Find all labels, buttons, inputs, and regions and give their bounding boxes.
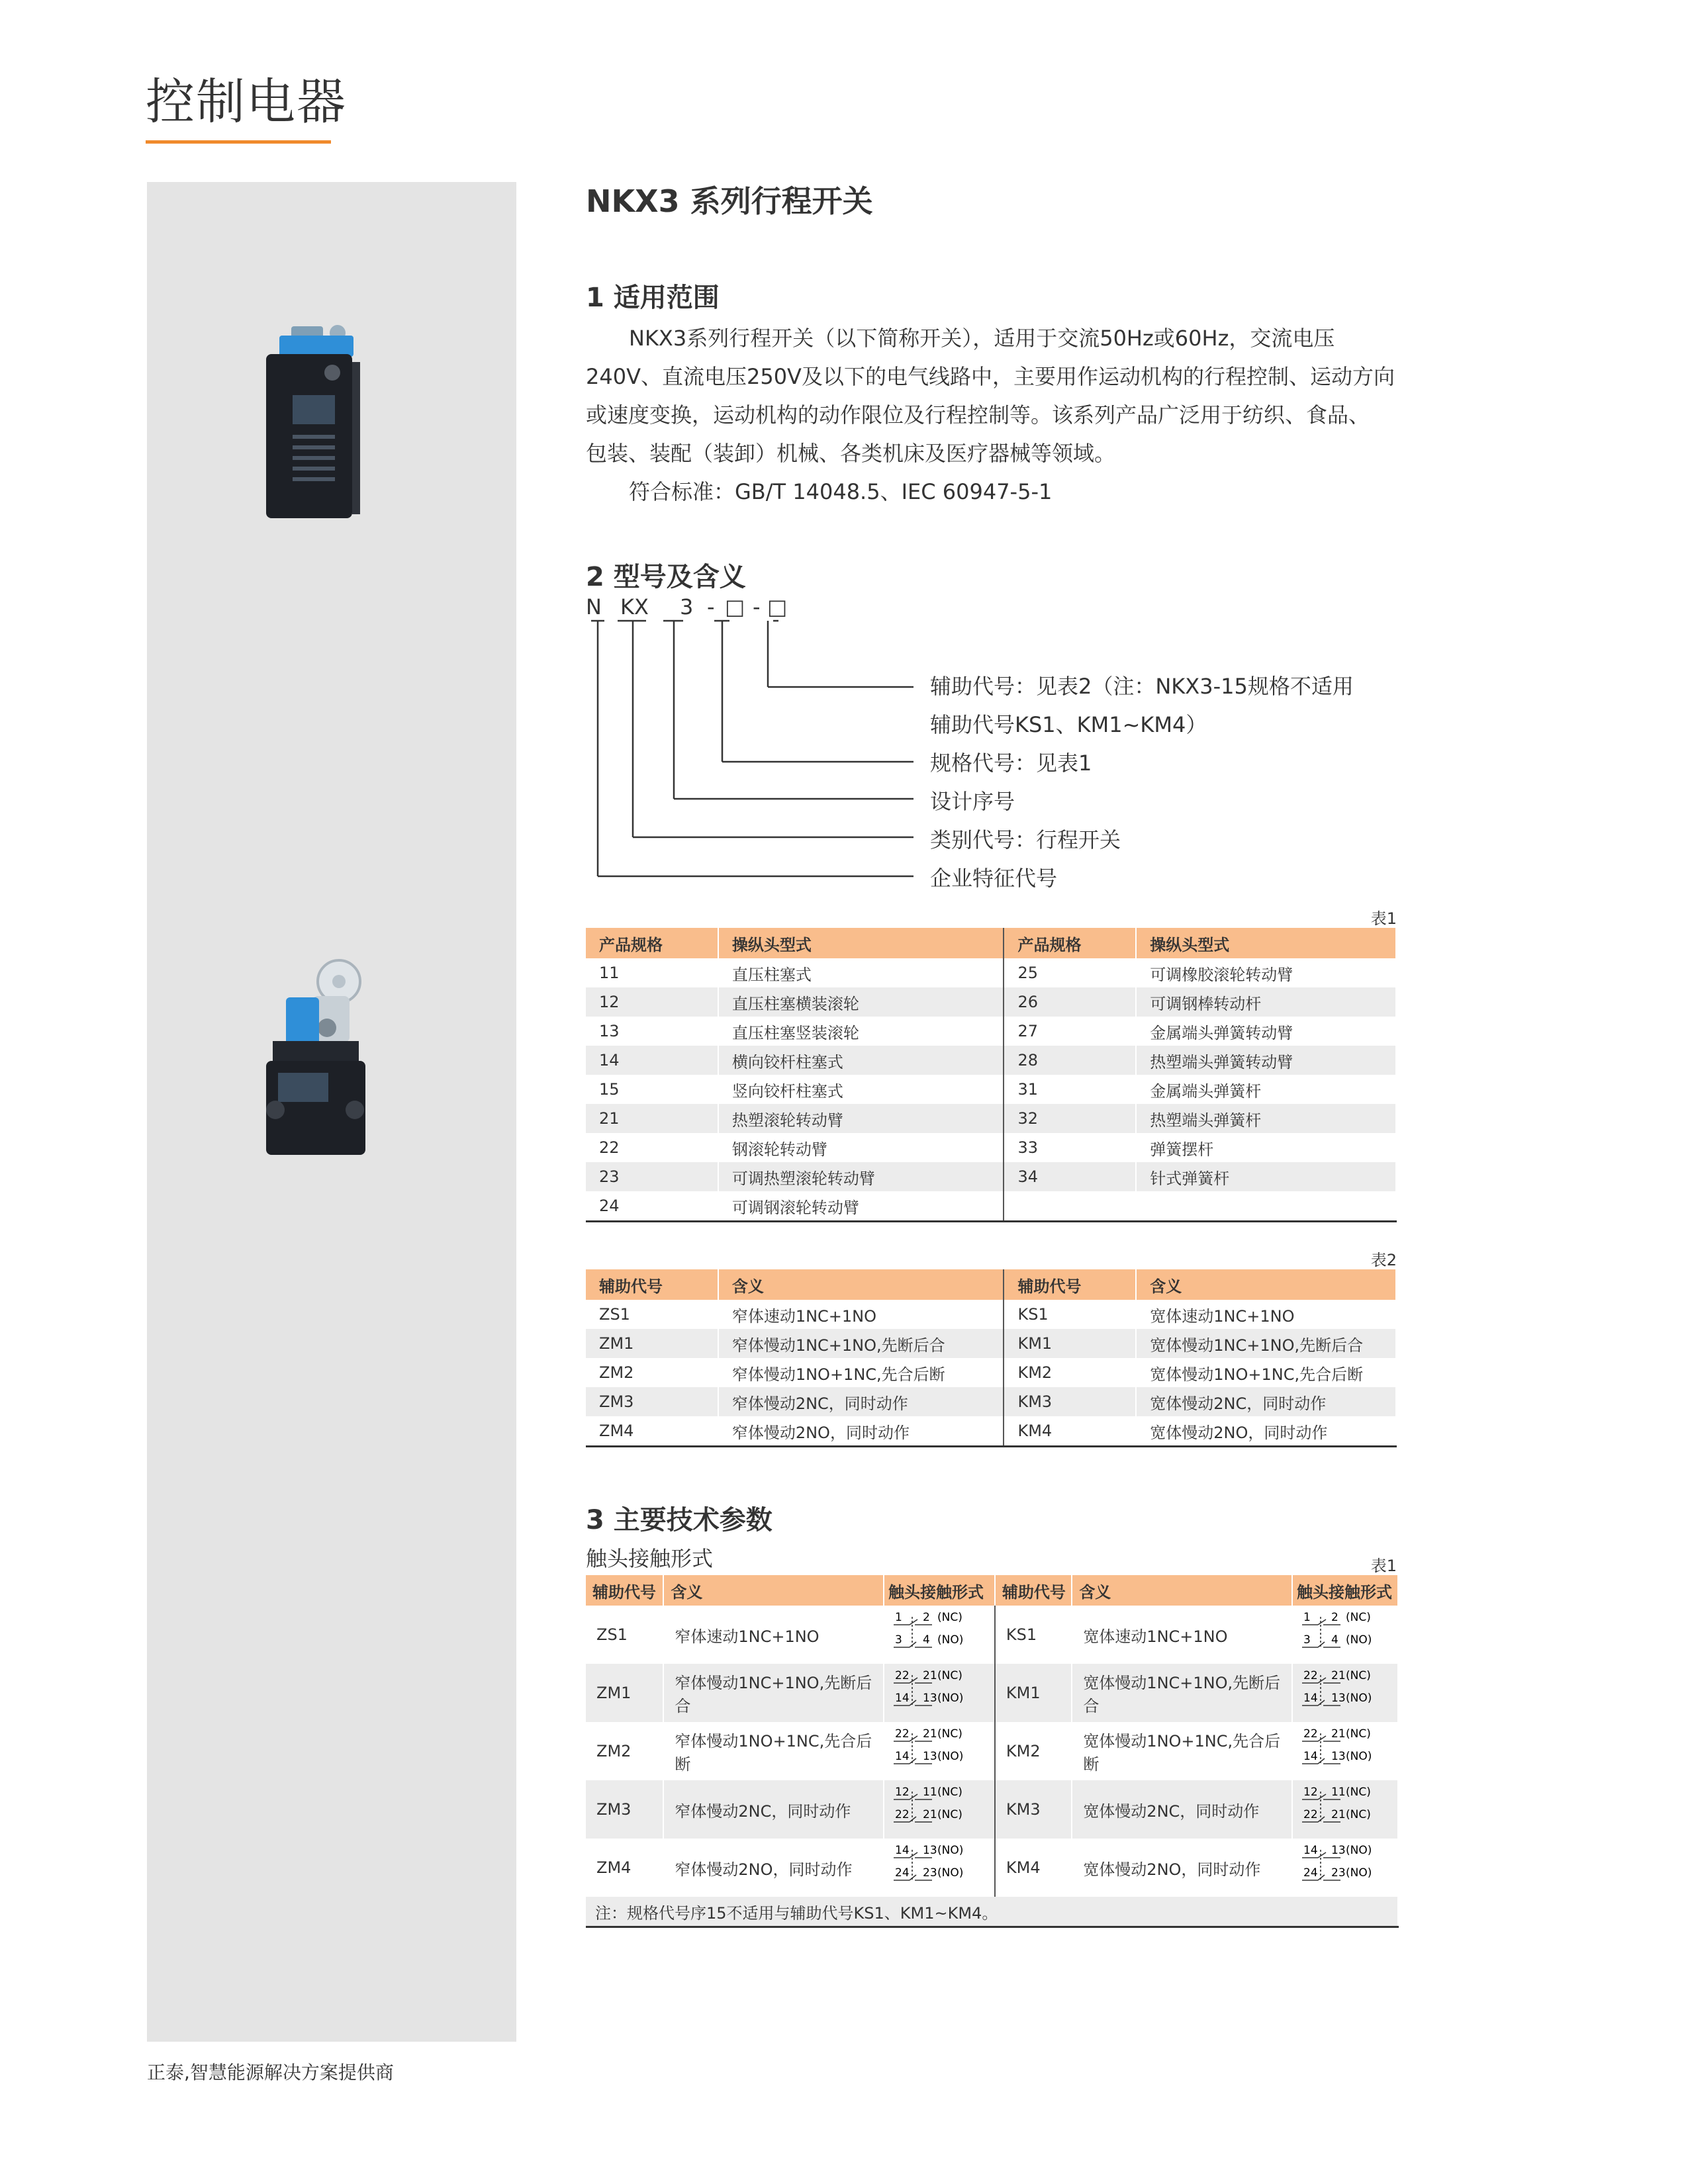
table-header-row (586, 1575, 1398, 1606)
column-header: 操纵头型式 (718, 928, 1004, 958)
aux-code-cell: ZM2 (586, 1722, 663, 1780)
contact-state-label: (NC) (1345, 1727, 1371, 1741)
table-cell: KM2 (1004, 1358, 1136, 1387)
terminal-label: 21 (1331, 1808, 1346, 1821)
table-cell: 金属端头弹簧杆 (1136, 1075, 1396, 1104)
table-2-caption: 表2 (1370, 1251, 1397, 1269)
contact-diagram-cell (1292, 1839, 1398, 1897)
legend-aux-code: 辅助代号：见表2（注：NKX3-15规格不适用 (930, 674, 1354, 699)
terminal-label: 22 (895, 1808, 910, 1821)
table-cell: 钢滚轮转动臂 (718, 1133, 1004, 1162)
table-cell: 宽体慢动1NO+1NC,先合后断 (1136, 1358, 1396, 1387)
terminal-label: 22 (895, 1727, 910, 1741)
contact-state-label: (NO) (937, 1750, 964, 1763)
terminal-label: 1 (895, 1611, 902, 1624)
legend-aux-code-note: 辅助代号KS1、KM1~KM4） (930, 712, 1207, 737)
terminal-label: 12 (895, 1786, 910, 1799)
contact-diagram (890, 1841, 989, 1891)
contact-state-label: (NO) (937, 1866, 964, 1880)
table-row (586, 1300, 1396, 1329)
table-cell: 可调热塑滚轮转动臂 (718, 1162, 1004, 1191)
terminal-label: 14 (895, 1750, 910, 1763)
terminal-label: 24 (1303, 1866, 1318, 1880)
header-accent-rule (146, 140, 331, 144)
product-image-sidebar (147, 182, 516, 2042)
aux-code-cell: ZM4 (586, 1839, 663, 1897)
terminal-label: 13 (1331, 1692, 1346, 1705)
table-header-row (586, 1269, 1396, 1300)
table-cell: 金属端头弹簧转动臂 (1136, 1017, 1396, 1046)
contact-state-label: (NC) (937, 1669, 962, 1682)
terminal-label: 22 (1303, 1808, 1318, 1821)
table-cell: 11 (586, 958, 718, 987)
aux-code-cell: ZM3 (586, 1780, 663, 1839)
limit-switch-roller-image (253, 956, 385, 1161)
terminal-label: 13 (1331, 1844, 1346, 1857)
contact-diagram (1298, 1608, 1397, 1658)
section-1-heading: 1 适用范围 (586, 283, 720, 313)
legend-spec-code: 规格代号：见表1 (930, 751, 1092, 776)
table-cell: 12 (586, 987, 718, 1017)
model-code-n: N (586, 594, 602, 619)
table-cell: KM4 (1004, 1416, 1136, 1447)
table-row (586, 1329, 1396, 1358)
contact-state-label: (NO) (1345, 1866, 1372, 1880)
table-cell: 25 (1004, 958, 1136, 987)
table-cell: 窄体速动1NC+1NO (718, 1300, 1004, 1329)
table-cell: 31 (1004, 1075, 1136, 1104)
meaning-cell: 宽体慢动2NC，同时动作 (1072, 1780, 1292, 1839)
section-1-body (586, 319, 1410, 511)
terminal-label: 13 (923, 1750, 937, 1763)
contact-state-label: (NO) (937, 1844, 964, 1857)
table-row (586, 1387, 1396, 1416)
contact-diagram (890, 1666, 989, 1716)
table-cell: KM1 (1004, 1329, 1136, 1358)
column-header: 含义 (1136, 1269, 1396, 1300)
table-cell: ZM3 (586, 1387, 718, 1416)
section-3-subheading: 触头接触形式 (586, 1546, 714, 1571)
terminal-label: 21 (923, 1727, 937, 1741)
terminal-label: 23 (923, 1866, 937, 1880)
table-cell: 32 (1004, 1104, 1136, 1133)
contact-state-label: (NO) (937, 1692, 964, 1705)
table-3-caption: 表1 (1370, 1557, 1397, 1575)
table-row (586, 1416, 1396, 1447)
table-row (586, 1162, 1396, 1191)
table-cell: 可调钢滚轮转动臂 (718, 1191, 1004, 1222)
table-1-caption: 表1 (1370, 909, 1397, 928)
terminal-label: 14 (895, 1844, 910, 1857)
aux-code-cell: KM4 (995, 1839, 1072, 1897)
table-row (586, 1075, 1396, 1104)
terminal-label: 24 (895, 1866, 910, 1880)
contact-state-label: (NC) (937, 1611, 962, 1624)
table-row (586, 1017, 1396, 1046)
model-code-dash: - (707, 594, 715, 619)
terminal-label: 11 (1331, 1786, 1346, 1799)
contact-state-label: (NC) (937, 1727, 962, 1741)
meaning-cell: 宽体慢动2NO，同时动作 (1072, 1839, 1292, 1897)
column-header: 辅助代号 (586, 1269, 718, 1300)
terminal-label: 13 (1331, 1750, 1346, 1763)
table-cell: 14 (586, 1046, 718, 1075)
table-cell: 28 (1004, 1046, 1136, 1075)
contact-state-label: (NC) (1345, 1786, 1371, 1799)
table-cell (1004, 1191, 1136, 1222)
table-row (586, 987, 1396, 1017)
document-title: NKX3 系列行程开关 (586, 183, 873, 219)
table-row (586, 1133, 1396, 1162)
table-cell: ZM4 (586, 1416, 718, 1447)
table-cell: 直压柱塞竖装滚轮 (718, 1017, 1004, 1046)
aux-code-cell: KM1 (995, 1664, 1072, 1722)
contact-diagram-cell (1292, 1780, 1398, 1839)
model-code-spec-box: □ (725, 594, 745, 619)
meaning-cell: 窄体慢动1NC+1NO,先断后合 (663, 1664, 884, 1722)
table-row (586, 1839, 1398, 1897)
model-code-kx: KX (620, 594, 649, 619)
table-cell (1136, 1191, 1396, 1222)
contact-diagram (1298, 1666, 1397, 1716)
contact-diagram (1298, 1841, 1397, 1891)
terminal-label: 21 (923, 1669, 937, 1682)
table-row (586, 1606, 1398, 1664)
table-row (586, 1191, 1396, 1222)
terminal-label: 23 (1331, 1866, 1346, 1880)
contact-diagram (890, 1724, 989, 1774)
table-cell: 宽体速动1NC+1NO (1136, 1300, 1396, 1329)
table-1-spec-types (586, 928, 1397, 1222)
contact-diagram-cell (1292, 1606, 1398, 1664)
table-row (586, 1046, 1396, 1075)
table-cell: 可调钢棒转动杆 (1136, 987, 1396, 1017)
table-row (586, 1780, 1398, 1839)
table-cell: 横向铰杆柱塞式 (718, 1046, 1004, 1075)
table-row (586, 1104, 1396, 1133)
column-header: 触头接触形式 (884, 1575, 995, 1606)
terminal-label: 14 (1303, 1844, 1318, 1857)
contact-state-label: (NC) (937, 1786, 962, 1799)
table-cell: 宽体慢动2NC，同时动作 (1136, 1387, 1396, 1416)
terminal-label: 4 (1331, 1633, 1338, 1647)
contact-diagram (1298, 1782, 1397, 1833)
table-cell: 竖向铰杆柱塞式 (718, 1075, 1004, 1104)
table-header-row (586, 928, 1396, 958)
table-cell: 33 (1004, 1133, 1136, 1162)
table-cell: 26 (1004, 987, 1136, 1017)
column-header: 辅助代号 (586, 1575, 663, 1606)
column-header: 含义 (718, 1269, 1004, 1300)
column-header: 操纵头型式 (1136, 928, 1396, 958)
page-header-title: 控制电器 (146, 73, 347, 130)
terminal-label: 3 (895, 1633, 902, 1647)
contact-state-label: (NC) (1345, 1669, 1371, 1682)
table-cell: 弹簧摆杆 (1136, 1133, 1396, 1162)
terminal-label: 14 (1303, 1750, 1318, 1763)
terminal-label: 4 (923, 1633, 930, 1647)
table-cell: 24 (586, 1191, 718, 1222)
contact-diagram-cell (884, 1722, 995, 1780)
table-2-aux-codes (586, 1269, 1397, 1447)
footer-tagline: 正泰,智慧能源解决方案提供商 (147, 2062, 394, 2083)
table-cell: 针式弹簧杆 (1136, 1162, 1396, 1191)
terminal-label: 2 (1331, 1611, 1338, 1624)
table-cell: 21 (586, 1104, 718, 1133)
contact-diagram-cell (884, 1780, 995, 1839)
contact-state-label: (NO) (1345, 1692, 1372, 1705)
terminal-label: 21 (1331, 1727, 1346, 1741)
section-1-paragraph-line: 240V、直流电压250V及以下的电气线路中，主要用作运动机构的行程控制、运动方向 (586, 364, 1395, 389)
table-row (586, 1358, 1396, 1387)
contact-state-label: (NC) (937, 1808, 962, 1821)
table-cell: 热塑端头弹簧杆 (1136, 1104, 1396, 1133)
contact-state-label: (NO) (1345, 1633, 1372, 1647)
terminal-label: 1 (1303, 1611, 1311, 1624)
table-cell: 可调橡胶滚轮转动臂 (1136, 958, 1396, 987)
table-cell: 27 (1004, 1017, 1136, 1046)
terminal-label: 13 (923, 1844, 937, 1857)
table-3-contact-forms (586, 1575, 1399, 1928)
contact-diagram (1298, 1724, 1397, 1774)
table-cell: 热塑端头弹簧转动臂 (1136, 1046, 1396, 1075)
meaning-cell: 宽体慢动1NO+1NC,先合后断 (1072, 1722, 1292, 1780)
column-header: 辅助代号 (1004, 1269, 1136, 1300)
table-row (586, 958, 1396, 987)
terminal-label: 14 (895, 1692, 910, 1705)
table-cell: 热塑滚轮转动臂 (718, 1104, 1004, 1133)
section-1-paragraph-line: 或速度变换，运动机构的动作限位及行程控制等。该系列产品广泛用于纺织、食品、 (586, 402, 1370, 428)
contact-diagram (890, 1782, 989, 1833)
legend-enterprise-code: 企业特征代号 (930, 866, 1058, 891)
contact-state-label: (NO) (937, 1633, 964, 1647)
aux-code-cell: ZS1 (586, 1606, 663, 1664)
contact-state-label: (NO) (1345, 1750, 1372, 1763)
terminal-label: 22 (1303, 1669, 1318, 1682)
model-code-dash: - (753, 594, 761, 619)
table-cell: 23 (586, 1162, 718, 1191)
table-cell: 宽体慢动2NO，同时动作 (1136, 1416, 1396, 1447)
table-cell: 直压柱塞横装滚轮 (718, 987, 1004, 1017)
table-cell: KM3 (1004, 1387, 1136, 1416)
contact-state-label: (NC) (1345, 1611, 1371, 1624)
meaning-cell: 宽体速动1NC+1NO (1072, 1606, 1292, 1664)
meaning-cell: 窄体慢动2NO，同时动作 (663, 1839, 884, 1897)
terminal-label: 21 (1331, 1669, 1346, 1682)
table-cell: 13 (586, 1017, 718, 1046)
table-row (586, 1722, 1398, 1780)
terminal-label: 21 (923, 1808, 937, 1821)
model-code-design: 3 (680, 594, 694, 619)
legend-design-number: 设计序号 (930, 789, 1015, 814)
table-cell: ZM2 (586, 1358, 718, 1387)
section-1-paragraph-line: 包装、装配（装卸）机械、各类机床及医疗器械等领域。 (586, 441, 1116, 466)
table-cell: 窄体慢动1NC+1NO,先断后合 (718, 1329, 1004, 1358)
column-header: 产品规格 (1004, 928, 1136, 958)
column-header: 辅助代号 (995, 1575, 1072, 1606)
column-header: 含义 (663, 1575, 884, 1606)
terminal-label: 14 (1303, 1692, 1318, 1705)
aux-code-cell: KM3 (995, 1780, 1072, 1839)
section-1-paragraph-line: NKX3系列行程开关（以下简称开关），适用于交流50Hz或60Hz，交流电压 (629, 326, 1335, 351)
column-header: 含义 (1072, 1575, 1292, 1606)
table-cell: 22 (586, 1133, 718, 1162)
table-cell: 15 (586, 1075, 718, 1104)
meaning-cell: 窄体慢动2NC，同时动作 (663, 1780, 884, 1839)
terminal-label: 3 (1303, 1633, 1311, 1647)
model-code-aux-box: □ (767, 594, 788, 619)
terminal-label: 22 (1303, 1727, 1318, 1741)
terminal-label: 12 (1303, 1786, 1318, 1799)
table-cell: ZM1 (586, 1329, 718, 1358)
column-header: 触头接触形式 (1292, 1575, 1398, 1606)
table-row (586, 1664, 1398, 1722)
contact-diagram-cell (1292, 1722, 1398, 1780)
contact-diagram (890, 1608, 989, 1658)
table-cell: 窄体慢动1NO+1NC,先合后断 (718, 1358, 1004, 1387)
table-cell: ZS1 (586, 1300, 718, 1329)
aux-code-cell: ZM1 (586, 1664, 663, 1722)
contact-state-label: (NO) (1345, 1844, 1372, 1857)
terminal-label: 11 (923, 1786, 937, 1799)
aux-code-cell: KM2 (995, 1722, 1072, 1780)
terminal-label: 22 (895, 1669, 910, 1682)
table-cell: 宽体慢动1NC+1NO,先断后合 (1136, 1329, 1396, 1358)
legend-category-code: 类别代号：行程开关 (930, 827, 1121, 852)
section-2-heading: 2 型号及含义 (586, 562, 746, 592)
contact-diagram-cell (884, 1606, 995, 1664)
table-cell: 窄体慢动2NO，同时动作 (718, 1416, 1004, 1447)
contact-diagram-cell (884, 1839, 995, 1897)
terminal-label: 13 (923, 1692, 937, 1705)
contact-state-label: (NC) (1345, 1808, 1371, 1821)
contact-diagram-cell (884, 1664, 995, 1722)
model-code-bracket-lines (576, 615, 920, 893)
table-cell: KS1 (1004, 1300, 1136, 1329)
table-note-row (586, 1897, 1398, 1927)
terminal-label: 2 (923, 1611, 930, 1624)
limit-switch-plunger-image (253, 321, 385, 526)
section-3-heading: 3 主要技术参数 (586, 1505, 773, 1535)
meaning-cell: 窄体慢动1NO+1NC,先合后断 (663, 1722, 884, 1780)
column-header: 产品规格 (586, 928, 718, 958)
contact-diagram-cell (1292, 1664, 1398, 1722)
aux-code-cell: KS1 (995, 1606, 1072, 1664)
meaning-cell: 窄体速动1NC+1NO (663, 1606, 884, 1664)
standard-compliance-line: 符合标准：GB/T 14048.5、IEC 60947-5-1 (629, 479, 1053, 504)
table-cell: 34 (1004, 1162, 1136, 1191)
table-cell: 直压柱塞式 (718, 958, 1004, 987)
meaning-cell: 宽体慢动1NC+1NO,先断后合 (1072, 1664, 1292, 1722)
table-cell: 窄体慢动2NC，同时动作 (718, 1387, 1004, 1416)
table-note: 注：规格代号序15不适用与辅助代号KS1、KM1~KM4。 (586, 1897, 1398, 1927)
